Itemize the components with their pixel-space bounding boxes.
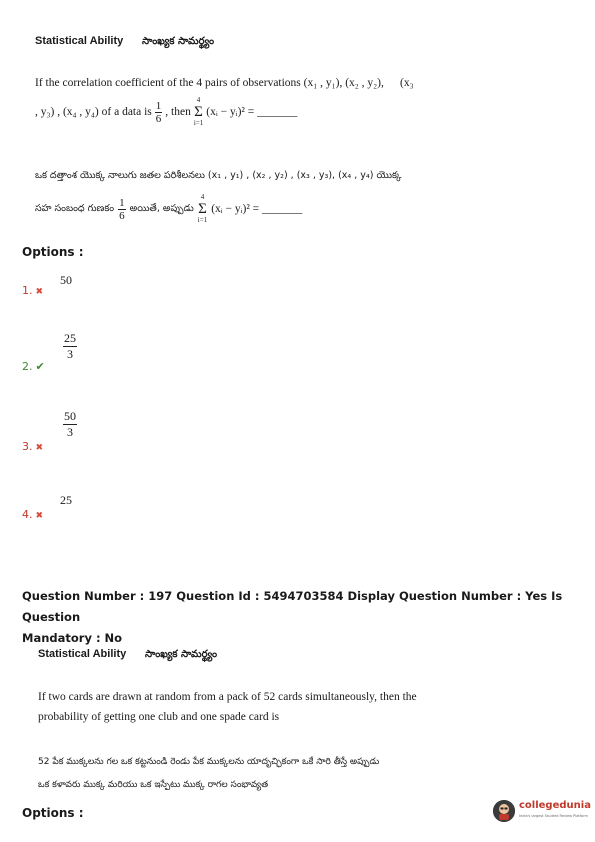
question-2-english-line-1: If two cards are drawn at random from a pack of 52 cards simultaneously, then the bbox=[38, 691, 417, 703]
option-2-number[interactable] bbox=[22, 360, 45, 373]
question-header bbox=[22, 586, 582, 649]
option-number: 4. bbox=[22, 508, 33, 521]
option-3-number[interactable] bbox=[22, 440, 43, 453]
fraction-numerator: 1 bbox=[155, 99, 162, 112]
option-4-number[interactable] bbox=[22, 508, 43, 521]
option-1-value: 50 bbox=[60, 273, 72, 287]
question-english-line-1: If the correlation coefficient of the 4 pairs of observations (x₁ , y₁), (x₂ , y₂), bbox=[35, 77, 384, 89]
summation-lower: i=1 bbox=[193, 119, 204, 127]
fraction-denominator: 6 bbox=[155, 112, 162, 125]
subject-telugu: సాంఖ్యక సామర్థ్యం bbox=[142, 36, 215, 47]
summation-symbol-te bbox=[198, 193, 207, 225]
question-english-line-2 bbox=[35, 96, 297, 128]
telugu-text-part: సహ సంబంధ గుణకం bbox=[35, 202, 115, 214]
option-number: 3. bbox=[22, 440, 33, 453]
question-header-line-1: Question Number : 197 Question Id : 5494703584 Display Question Number : Yes Is Question bbox=[22, 589, 563, 624]
option-3-fraction bbox=[63, 409, 77, 440]
question-telugu-line-2 bbox=[35, 193, 302, 225]
summation-symbol bbox=[194, 96, 203, 128]
fraction-one-sixth-te bbox=[118, 197, 126, 222]
summation-lower: i=1 bbox=[197, 216, 208, 224]
question-2-telugu bbox=[38, 751, 379, 797]
sigma-glyph: Σ bbox=[194, 104, 203, 120]
fraction-one-sixth bbox=[155, 100, 163, 125]
fraction-denominator: 3 bbox=[67, 347, 73, 361]
wrong-mark-icon: ✖ bbox=[35, 443, 44, 453]
fraction-numerator: 50 bbox=[64, 409, 76, 423]
question-header-line-2: Mandatory : No bbox=[22, 631, 123, 645]
logo-tagline: India's largest Student Review Platform bbox=[519, 814, 588, 818]
option-number: 1. bbox=[22, 284, 33, 297]
collegedunia-logo[interactable] bbox=[493, 800, 591, 822]
summation-expression-te: (xᵢ − yᵢ)² = _______ bbox=[211, 203, 303, 215]
fraction-numerator: 25 bbox=[64, 331, 76, 345]
option-number: 2. bbox=[22, 360, 33, 373]
subject-english: Statistical Ability bbox=[35, 35, 124, 47]
logo-avatar-icon bbox=[493, 800, 515, 822]
fraction-denominator: 6 bbox=[119, 209, 125, 222]
fraction-numerator: 1 bbox=[119, 196, 125, 209]
question-text-then: , then bbox=[165, 106, 191, 118]
subject-english-2: Statistical Ability bbox=[38, 648, 127, 660]
question-telugu-line-1: ఒక దత్తాంశ యొక్క నాలుగు జతల పరిశీలనలు (x₁ , y₁) , (x₂ , y₂) , (x₃ , y₃), (x₄ , y₄) యొక్క bbox=[35, 170, 402, 181]
wrong-mark-icon: ✖ bbox=[35, 287, 44, 297]
summation-upper: 4 bbox=[196, 96, 201, 104]
wrong-mark-icon: ✖ bbox=[35, 511, 44, 521]
subject-telugu-2: సాంఖ్యక సామర్థ్యం bbox=[145, 649, 218, 660]
option-2-fraction bbox=[63, 331, 77, 362]
options-label-2: Options : bbox=[22, 806, 84, 820]
option-4-value: 25 bbox=[60, 493, 72, 507]
question-2-telugu-line-1: 52 పేక ముక్కలను గల ఒక కట్టనుండి రెండు పేక ముక్కలను యాదృచ్ఛికంగా ఒకే సారి తీస్తే అప్పుడు bbox=[38, 757, 380, 767]
question-2-english-line-2: probability of getting one club and one spade card is bbox=[38, 711, 280, 723]
logo-name: collegedunia bbox=[519, 800, 591, 811]
question-2-english bbox=[38, 687, 417, 727]
fraction-denominator: 3 bbox=[67, 425, 73, 439]
question-2-telugu-line-2: ఒక కళావరు ముక్క మరియు ఒక ఇస్పేటు ముక్క రాగల సంభావ్యత bbox=[38, 780, 269, 790]
summation-expression: (xᵢ − yᵢ)² = _______ bbox=[206, 106, 298, 118]
question-text-part: , y₃) , (x₄ , y₄) of a data is bbox=[35, 106, 152, 118]
sigma-glyph: Σ bbox=[198, 201, 207, 217]
telugu-text-then: అయితే, అప్పుడు bbox=[129, 202, 194, 214]
options-label: Options : bbox=[22, 245, 84, 259]
summation-upper: 4 bbox=[200, 193, 205, 201]
question-english-x3: (x₃ bbox=[400, 77, 414, 89]
correct-check-icon: ✔ bbox=[35, 360, 45, 373]
option-1-number[interactable] bbox=[22, 284, 43, 297]
